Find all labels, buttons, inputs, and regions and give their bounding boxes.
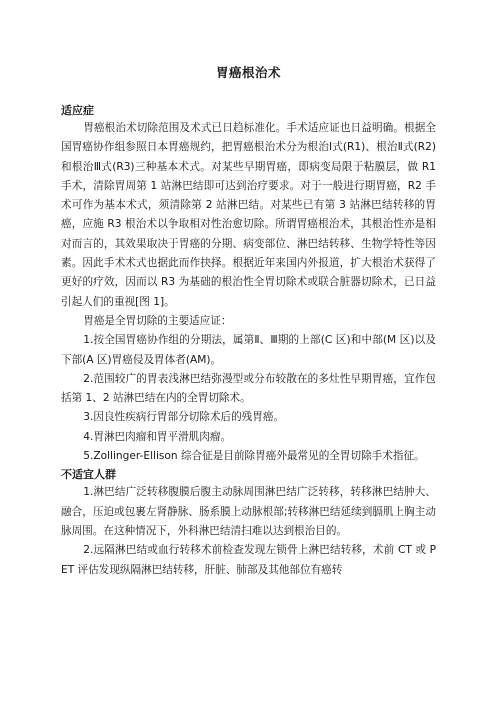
section-heading-contraindications: 不适宜人群 [61,468,116,482]
list-item: 5.Zollinger-Ellison 综合征是目前除胃癌外最常见的全胃切除手术指征。 [83,450,425,463]
paragraph: 胃癌是全胃切除的主要适应证： [83,314,232,327]
list-item: 2.范围较广的胃表浅淋巴结弥漫型或分布较散在的多灶性早期胃癌，宜作包括第 1、2 站淋巴结在内的全胃切除术。 [61,372,436,405]
section-contraindications [61,466,436,579]
paragraph: 胃癌根治术切除范围及术式已日趋标准化。手术适应证也日益明确。根据全国胃癌协作组参照日本胃癌规约，把胃癌根治术分为根治Ⅰ式(R1)、根治Ⅱ式(R2)和根治Ⅲ式(R3)三种基本术式。对某些早期胃癌，即病变局限于粘膜层，做 R1 手术，清除胃周第 1 站淋巴结即可达到治疗要求。对于一般进行期胃癌，R2 手术可作为基本术式，须清除第 2 站淋巴结。对某些已有第 3 站淋巴结转移的胃癌，应施 R3 根治术以争取相对性治愈切除。所谓胃癌根治术，其根治性亦是相对而言的，其效果取决于胃癌的分期、病变部位、淋巴结转移、生物学特性等因素。因此手术术式也据此而作抉择。根据近年来国内外报道，扩大根治术获得了更好的疗效，因而以 R3 为基础的根治性全胃切除术或联合脏器切除术，已日益引起人们的重视[图 1]。 [61,122,436,308]
list-item: 1.淋巴结广泛转移腹膜后腹主动脉周围淋巴结广泛转移，转移淋巴结肿大、融合，压迫或包裹左肾静脉、肠系膜上动脉根部;转移淋巴结延续到膈肌上胸主动脉周围。在这种情况下，外科淋巴结清扫难以达到根治目的。 [61,486,436,537]
list-item: 3.因良性疾病行胃部分切除术后的残胃癌。 [83,411,285,424]
list-item: 4.胃淋巴肉瘤和胃平滑肌肉瘤。 [83,430,232,443]
list-item: 1.按全国胃癌协作组的分期法，属第Ⅱ、Ⅲ期的上部(C 区)和中部(M 区)以及下部(A 区)胃癌侵及胃体者(AM)。 [61,334,436,366]
list-item: 2.远隔淋巴结或血行转移术前检查发现左锁骨上淋巴结转移，术前 CT 或 PET 评估发现纵隔淋巴结转移，肝脏、肺部及其他部位有癌转 [61,544,436,576]
section-heading-indications: 适应症 [61,104,94,117]
document-title: 胃癌根治术 [215,65,281,80]
section-indications [61,102,436,466]
